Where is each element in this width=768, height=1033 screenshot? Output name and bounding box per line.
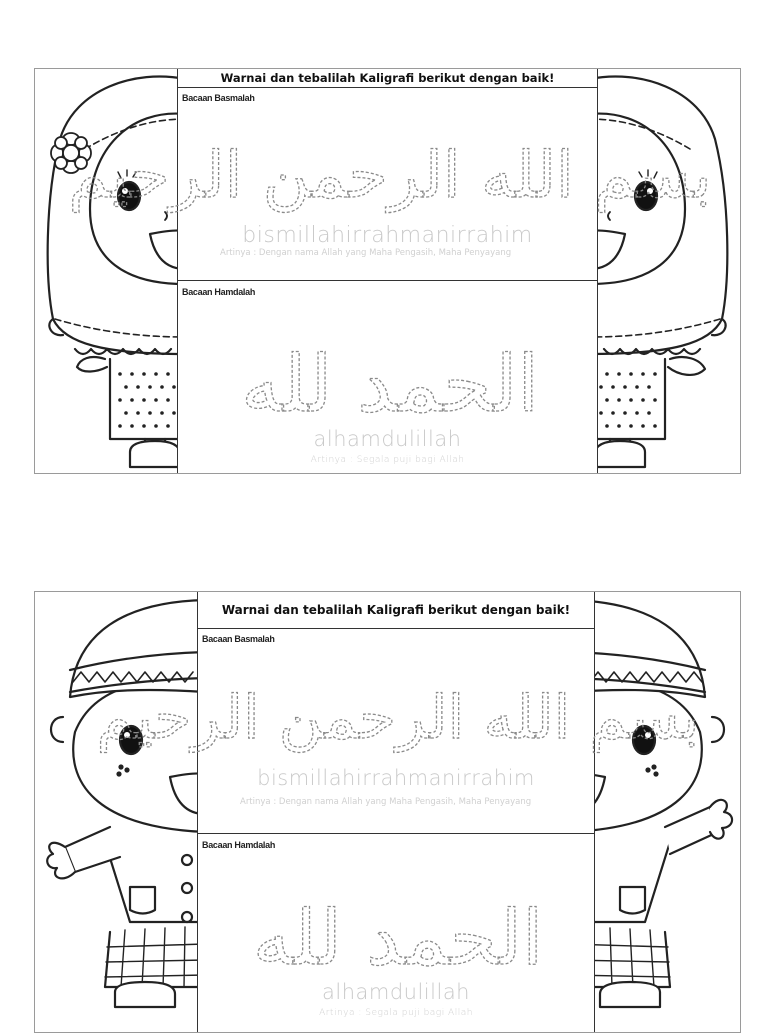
latin-reading: alhamdulillah [313, 427, 462, 451]
girl-character-left [35, 69, 195, 473]
calligraphy-panel [68, 69, 712, 473]
meaning-text: Artinya : Segala puji bagi Allah [319, 1008, 473, 1018]
hamdalah-section [178, 280, 597, 474]
svg-text:بسم الله الرحمن الرحيم: بسم الله الرحمن الرحيم [68, 139, 712, 213]
hamdalah-section [198, 833, 594, 1033]
latin-reading: bismillahirrahmanirrahim [257, 766, 535, 790]
boy-character-right [570, 592, 740, 1032]
meaning-text: Artinya : Dengan nama Allah yang Maha Pengasih, Maha Penyayang [220, 248, 512, 258]
section-label: Bacaan Hamdalah [202, 840, 276, 850]
meaning-text: Artinya : Dengan nama Allah yang Maha Pengasih, Maha Penyayang [240, 797, 532, 807]
basmalah-section [68, 87, 712, 280]
worksheet-title: Warnai dan tebalilah Kaligrafi berikut dengan baik! [198, 592, 594, 629]
svg-text:الحمد لله: الحمد لله [240, 340, 540, 430]
basmalah-section [96, 628, 700, 833]
svg-text:بسم الله الرحمن الرحيم: بسم الله الرحمن الرحيم [96, 683, 700, 753]
latin-reading: alhamdulillah [322, 980, 470, 1004]
meaning-text: Artinya : Segala puji bagi Allah [310, 455, 465, 465]
worksheet-bottom [34, 591, 741, 1033]
section-label: Bacaan Basmalah [202, 634, 275, 644]
section-label: Bacaan Basmalah [182, 93, 255, 103]
boy-character-left [35, 592, 205, 1032]
worksheet-title: Warnai dan tebalilah Kaligrafi berikut dengan baik! [178, 69, 597, 88]
svg-text:الحمد لله: الحمد لله [252, 893, 544, 982]
latin-reading: bismillahirrahmanirrahim [242, 223, 533, 248]
girl-character-right [580, 69, 740, 473]
section-label: Bacaan Hamdalah [182, 287, 256, 297]
calligraphy-panel [96, 592, 700, 1032]
worksheet-top [34, 68, 741, 474]
